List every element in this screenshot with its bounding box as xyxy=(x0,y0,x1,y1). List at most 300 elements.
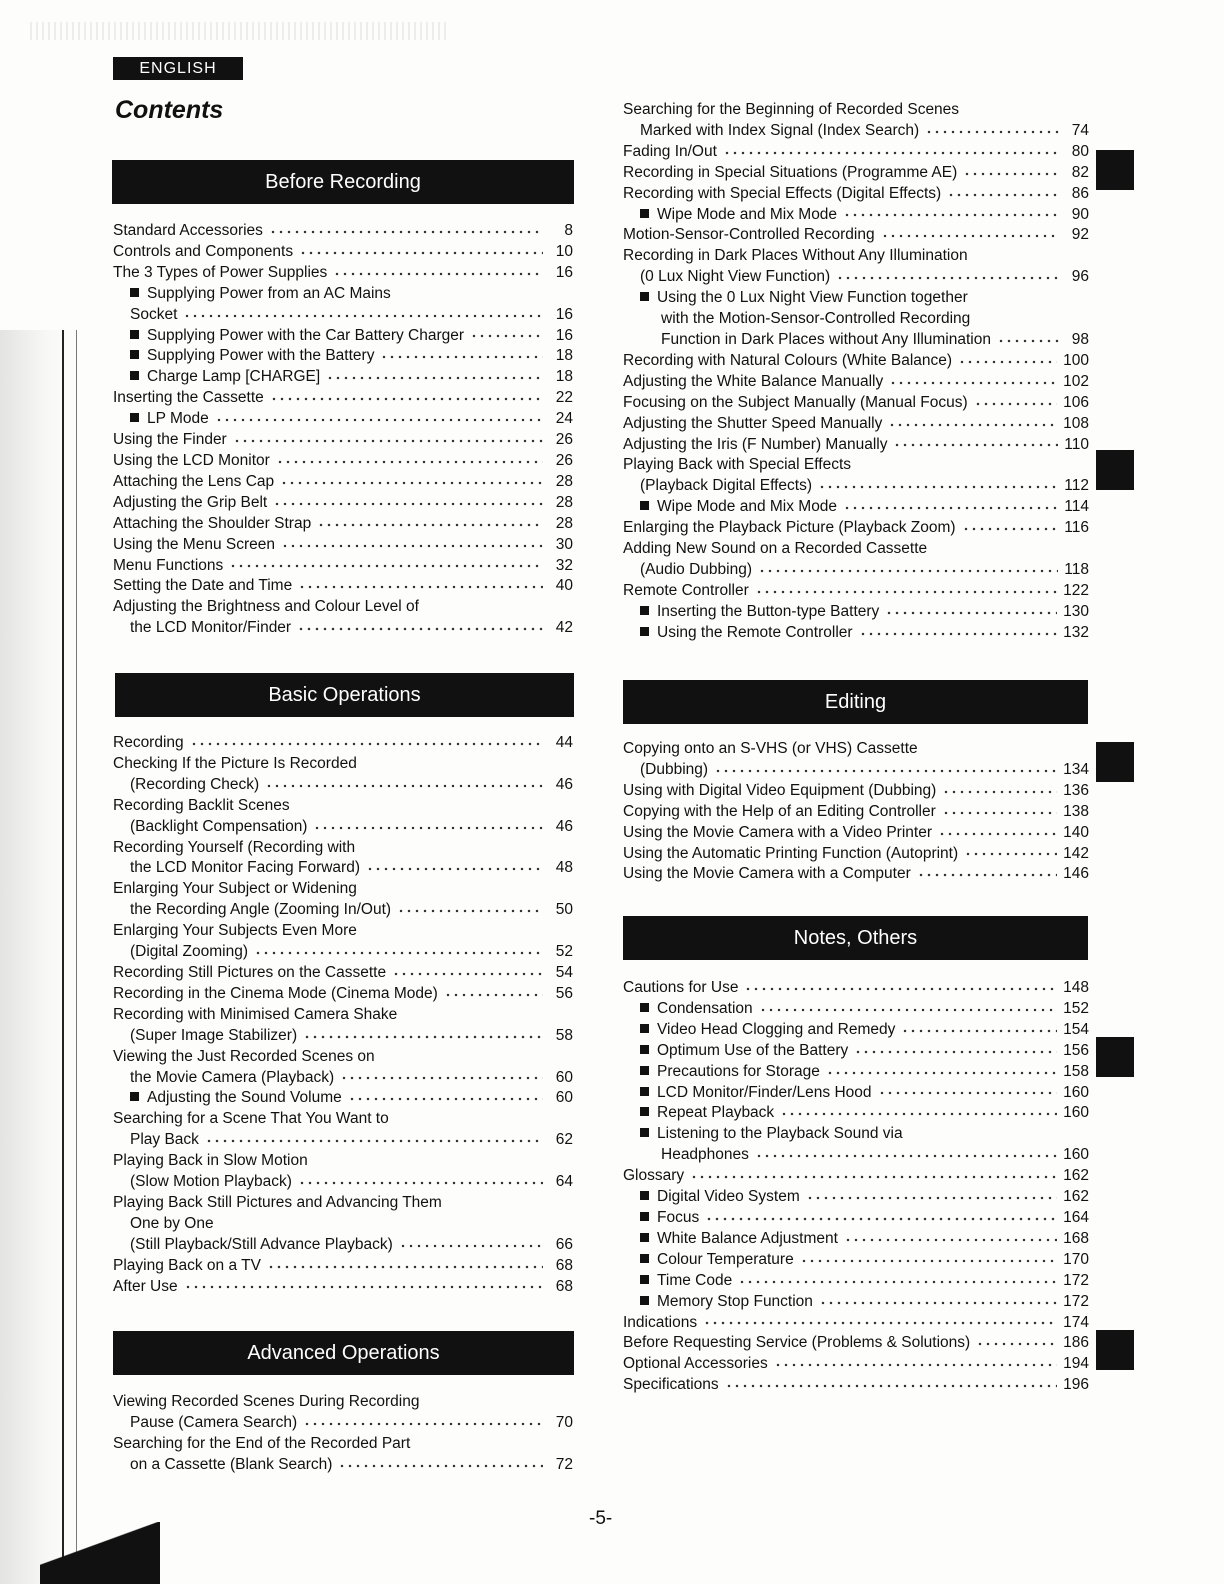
toc-page-number: 194 xyxy=(1063,1355,1089,1373)
toc-entry xyxy=(113,879,573,900)
dot-leader xyxy=(780,1108,1057,1120)
toc-page-number: 82 xyxy=(1071,163,1089,181)
toc-entry xyxy=(113,796,573,817)
toc-page-number: 106 xyxy=(1063,393,1089,411)
dot-leader xyxy=(317,519,543,531)
toc-page-number: 142 xyxy=(1063,844,1089,862)
toc-entry-text: Checking If the Picture Is Recorded xyxy=(113,754,357,772)
toc-entry xyxy=(113,733,573,754)
toc-entry xyxy=(623,1250,1089,1271)
toc-entry-text: Recording in Special Situations (Programme AE) xyxy=(623,163,958,181)
toc-entry xyxy=(623,267,1089,288)
toc-entry-text: Time Code xyxy=(657,1271,733,1289)
toc-entry xyxy=(623,100,1089,121)
toc-page-number: 42 xyxy=(555,619,573,637)
toc-entry xyxy=(113,1026,573,1047)
toc-entry-text: Playing Back in Slow Motion xyxy=(113,1152,308,1170)
toc-entry xyxy=(623,802,1089,823)
toc-entry xyxy=(623,163,1089,184)
toc-entry-text: Searching for the Beginning of Recorded Scenes xyxy=(623,101,960,118)
toc-entry xyxy=(623,1333,1089,1354)
toc-page-number: 64 xyxy=(555,1173,573,1191)
toc-entry-text: Adding New Sound on a Recorded Cassette xyxy=(623,540,928,558)
binding-corner xyxy=(40,1522,160,1584)
toc-entry xyxy=(623,739,1089,760)
toc-page-number: 28 xyxy=(555,472,573,490)
binding-edge-line xyxy=(62,330,64,1584)
thumb-tab xyxy=(1096,150,1134,190)
dot-leader xyxy=(303,1418,543,1430)
page-number: -5- xyxy=(589,1508,613,1529)
toc-entry xyxy=(623,1124,1089,1145)
toc-entry xyxy=(113,921,573,942)
dot-leader xyxy=(340,1072,543,1084)
toc-entry-text: Searching for the End of the Recorded Part xyxy=(113,1434,411,1452)
toc-entry xyxy=(623,121,1089,142)
section-header-advanced-operations: Advanced Operations xyxy=(113,1331,574,1375)
toc-entry xyxy=(623,1062,1089,1083)
toc-entry xyxy=(623,581,1089,602)
dot-leader xyxy=(878,1087,1058,1099)
dot-leader xyxy=(976,1338,1057,1350)
toc-entry-text: (Backlight Compensation) xyxy=(130,817,308,835)
dot-leader xyxy=(885,607,1057,619)
toc-entry-text: Enlarging the Playback Picture (Playback Zoom) xyxy=(623,519,956,537)
toc-page-number: 108 xyxy=(1063,414,1089,432)
dot-leader xyxy=(755,586,1057,598)
toc-page-number: 48 xyxy=(555,859,573,877)
toc-entry xyxy=(113,388,573,409)
dot-leader xyxy=(313,822,543,834)
dot-leader xyxy=(881,230,1059,242)
toc-page-number: 26 xyxy=(555,451,573,469)
toc-entry-text: Using the Finder xyxy=(113,431,227,449)
toc-entry-text: Supplying Power with the Car Battery Charger xyxy=(147,326,465,344)
toc-entry-text: (Super Image Stabilizer) xyxy=(130,1026,298,1044)
bullet-icon xyxy=(640,209,649,218)
toc-entry xyxy=(113,367,573,388)
toc-entry-text: Attaching the Shoulder Strap xyxy=(113,514,312,532)
toc-entry xyxy=(113,242,573,263)
toc-entry xyxy=(113,984,573,1005)
toc-page-number: 68 xyxy=(555,1277,573,1295)
toc-page-number: 46 xyxy=(555,775,573,793)
toc-list-advanced-continued xyxy=(623,100,1089,644)
toc-page-number: 160 xyxy=(1063,1104,1089,1122)
toc-entry-text: (Slow Motion Playback) xyxy=(130,1173,292,1191)
toc-page-number: 18 xyxy=(555,368,573,386)
toc-page-number: 170 xyxy=(1063,1250,1089,1268)
bullet-icon xyxy=(130,371,139,380)
toc-page-number: 80 xyxy=(1071,142,1089,160)
toc-entry-text: Playing Back on a TV xyxy=(113,1256,261,1274)
toc-entry-text: LP Mode xyxy=(147,410,209,428)
bullet-icon xyxy=(640,1087,649,1096)
dot-leader xyxy=(755,1150,1057,1162)
dot-leader xyxy=(901,1025,1057,1037)
bullet-icon xyxy=(640,1003,649,1012)
toc-entry xyxy=(113,1434,573,1455)
toc-page-number: 152 xyxy=(1063,999,1089,1017)
dot-leader xyxy=(826,1067,1057,1079)
toc-entry-text: Recording with Minimised Camera Shake xyxy=(113,1005,398,1023)
toc-page-number: 136 xyxy=(1063,781,1089,799)
toc-page-number: 168 xyxy=(1063,1229,1089,1247)
language-tag: ENGLISH xyxy=(113,57,243,80)
toc-entry xyxy=(623,184,1089,205)
toc-entry xyxy=(623,602,1089,623)
toc-entry-text: Wipe Mode and Mix Mode xyxy=(657,205,838,223)
binding-edge-line xyxy=(76,330,77,1584)
toc-page-number: 8 xyxy=(564,222,573,239)
toc-page-number: 174 xyxy=(1063,1313,1089,1331)
toc-entry-text: Adjusting the Shutter Speed Manually xyxy=(623,414,883,432)
toc-entry xyxy=(623,372,1089,393)
toc-entry-text: Specifications xyxy=(623,1376,719,1394)
dot-leader xyxy=(470,330,543,342)
toc-entry xyxy=(623,844,1089,865)
toc-entry xyxy=(623,1271,1089,1292)
thumb-tab xyxy=(1096,450,1134,490)
toc-page-number: 10 xyxy=(555,242,573,260)
dot-leader xyxy=(938,828,1057,840)
toc-entry-text: Recording xyxy=(113,734,184,751)
dot-leader xyxy=(380,351,543,363)
toc-page-number: 114 xyxy=(1064,498,1089,516)
toc-page-number: 118 xyxy=(1064,560,1089,578)
toc-entry xyxy=(113,576,573,597)
dot-leader xyxy=(800,1255,1057,1267)
dot-leader xyxy=(183,310,543,322)
toc-page-number: 122 xyxy=(1063,581,1089,599)
toc-page-number: 162 xyxy=(1063,1167,1089,1185)
toc-entry xyxy=(623,560,1089,581)
bullet-icon xyxy=(640,1128,649,1137)
dot-leader xyxy=(303,1031,543,1043)
toc-entry xyxy=(623,623,1089,644)
toc-entry xyxy=(113,326,573,347)
toc-page-number: 146 xyxy=(1063,865,1089,883)
toc-entry-text: Repeat Playback xyxy=(657,1104,775,1122)
toc-entry-text: Setting the Date and Time xyxy=(113,577,293,595)
dot-leader xyxy=(205,1135,543,1147)
toc-page-number: 40 xyxy=(555,577,573,595)
toc-entry-text: the LCD Monitor/Finder xyxy=(130,619,292,637)
toc-page-number: 28 xyxy=(555,514,573,532)
bullet-icon xyxy=(640,1233,649,1242)
dot-leader xyxy=(947,189,1059,201)
toc-entry xyxy=(623,455,1089,476)
toc-entry-text: (Dubbing) xyxy=(640,760,709,778)
toc-entry xyxy=(113,346,573,367)
toc-entry-text: Optional Accessories xyxy=(623,1355,768,1373)
dot-leader xyxy=(844,1234,1057,1246)
toc-entry-text: (Digital Zooming) xyxy=(130,943,249,961)
bullet-icon xyxy=(640,627,649,636)
toc-page-number: 110 xyxy=(1064,435,1089,453)
dot-leader xyxy=(298,1177,543,1189)
toc-page-number: 92 xyxy=(1071,226,1089,244)
toc-page-number: 24 xyxy=(555,410,573,428)
toc-entry-text: Viewing the Just Recorded Scenes on xyxy=(113,1047,375,1065)
toc-entry-text: Digital Video System xyxy=(657,1188,800,1206)
bullet-icon xyxy=(640,1045,649,1054)
dot-leader xyxy=(333,268,543,280)
toc-entry xyxy=(623,205,1089,226)
toc-entry-text: Marked with Index Signal (Index Search) xyxy=(640,121,920,139)
toc-page-number: 62 xyxy=(555,1131,573,1149)
dot-leader xyxy=(265,780,543,792)
toc-page-number: 156 xyxy=(1063,1041,1089,1059)
toc-entry xyxy=(113,1005,573,1026)
toc-entry xyxy=(623,393,1089,414)
toc-entry-text: Wipe Mode and Mix Mode xyxy=(657,498,838,516)
toc-entry xyxy=(113,1392,573,1413)
toc-page-number: 46 xyxy=(555,817,573,835)
toc-entry xyxy=(623,1041,1089,1062)
toc-entry xyxy=(113,597,573,618)
toc-page-number: 74 xyxy=(1071,121,1089,139)
toc-entry xyxy=(113,1109,573,1130)
toc-page-number: 22 xyxy=(555,389,573,407)
toc-page-number: 160 xyxy=(1063,1146,1089,1164)
toc-entry xyxy=(113,1214,573,1235)
dot-leader xyxy=(925,126,1059,138)
toc-entry-text: the Recording Angle (Zooming In/Out) xyxy=(130,901,392,919)
toc-page-number: 58 xyxy=(555,1026,573,1044)
toc-entry xyxy=(113,618,573,639)
toc-page-number: 96 xyxy=(1071,268,1089,286)
dot-leader xyxy=(270,393,543,405)
toc-entry-text: (Still Playback/Still Advance Playback) xyxy=(130,1235,393,1253)
toc-entry xyxy=(623,225,1089,246)
toc-entry-text: Viewing Recorded Scenes During Recording xyxy=(113,1393,420,1410)
toc-page-number: 50 xyxy=(555,901,573,919)
toc-entry-text: the LCD Monitor Facing Forward) xyxy=(130,859,360,877)
toc-entry xyxy=(623,497,1089,518)
toc-page-number: 30 xyxy=(555,535,573,553)
toc-entry xyxy=(623,414,1089,435)
toc-page-number: 44 xyxy=(555,734,573,751)
thumb-tab xyxy=(1096,1037,1134,1077)
toc-entry-text: Adjusting the White Balance Manually xyxy=(623,372,884,390)
toc-entry-text: Charge Lamp [CHARGE] xyxy=(147,368,321,386)
toc-page-number: 32 xyxy=(555,556,573,574)
dot-leader xyxy=(774,1359,1057,1371)
toc-list-before-recording xyxy=(113,221,573,639)
dot-leader xyxy=(854,1046,1057,1058)
toc-entry xyxy=(623,476,1089,497)
toc-entry-text: Fading In/Out xyxy=(623,142,717,160)
dot-leader xyxy=(744,983,1057,995)
toc-page-number: 16 xyxy=(555,326,573,344)
dot-leader xyxy=(964,848,1057,860)
toc-entry-text: Supplying Power with the Battery xyxy=(147,347,375,365)
dot-leader xyxy=(963,168,1059,180)
toc-entry xyxy=(623,539,1089,560)
toc-page-number: 26 xyxy=(555,431,573,449)
toc-page-number: 164 xyxy=(1063,1208,1089,1226)
dot-leader xyxy=(397,905,543,917)
section-header-notes-others: Notes, Others xyxy=(623,916,1088,960)
toc-page-number: 140 xyxy=(1063,823,1089,841)
toc-page-number: 134 xyxy=(1063,760,1089,778)
dot-leader xyxy=(273,498,543,510)
toc-page-number: 130 xyxy=(1063,602,1089,620)
toc-entry-text: Using the 0 Lux Night View Function together xyxy=(657,289,968,307)
thumb-tab xyxy=(1096,1330,1134,1370)
toc-entry xyxy=(113,221,573,242)
toc-entry xyxy=(113,963,573,984)
bullet-icon xyxy=(130,350,139,359)
bullet-icon xyxy=(130,330,139,339)
toc-page-number: 116 xyxy=(1064,519,1089,537)
toc-page-number: 68 xyxy=(555,1256,573,1274)
toc-entry-text: Using the Movie Camera with a Computer xyxy=(623,865,911,883)
toc-entry xyxy=(113,1413,573,1434)
toc-page-number: 162 xyxy=(1063,1188,1089,1206)
toc-entry xyxy=(113,1455,573,1476)
toc-entry xyxy=(623,518,1089,539)
dot-leader xyxy=(843,209,1059,221)
dot-leader xyxy=(233,435,543,447)
toc-entry xyxy=(623,760,1089,781)
toc-page-number: 148 xyxy=(1063,979,1089,996)
dot-leader xyxy=(942,807,1057,819)
bullet-icon xyxy=(130,1092,139,1101)
bullet-icon xyxy=(640,1212,649,1221)
toc-entry xyxy=(623,1229,1089,1250)
binding-shadow xyxy=(0,330,80,1584)
dot-leader xyxy=(962,523,1059,535)
dot-leader xyxy=(298,581,543,593)
toc-entry xyxy=(113,263,573,284)
toc-entry-text: Cautions for Use xyxy=(623,979,739,996)
toc-entry-text: Playing Back Still Pictures and Advancing Them xyxy=(113,1193,442,1211)
toc-entry-text: White Balance Adjustment xyxy=(657,1229,838,1247)
toc-entry xyxy=(113,942,573,963)
toc-page-number: 18 xyxy=(555,347,573,365)
toc-entry xyxy=(623,330,1089,351)
toc-page-number: 132 xyxy=(1063,623,1089,641)
toc-entry xyxy=(113,1235,573,1256)
bullet-icon xyxy=(640,606,649,615)
toc-entry xyxy=(623,1313,1089,1334)
toc-entry-text: Using the LCD Monitor xyxy=(113,451,270,469)
toc-entry-text: Playing Back with Special Effects xyxy=(623,456,852,474)
toc-entry-text: Function in Dark Places without Any Illumination xyxy=(661,330,991,348)
toc-page-number: 172 xyxy=(1063,1292,1089,1310)
toc-entry xyxy=(113,900,573,921)
toc-page-number: 54 xyxy=(555,963,573,981)
toc-entry xyxy=(623,142,1089,163)
toc-entry xyxy=(113,775,573,796)
toc-entry xyxy=(623,1354,1089,1375)
toc-entry-text: (0 Lux Night View Function) xyxy=(640,268,831,286)
toc-entry-text: Socket xyxy=(130,305,178,323)
dot-leader xyxy=(725,1380,1057,1392)
toc-entry xyxy=(623,978,1089,999)
toc-entry-text: Recording Backlit Scenes xyxy=(113,796,290,814)
toc-entry-text: Adjusting the Grip Belt xyxy=(113,493,268,511)
toc-entry xyxy=(113,754,573,775)
bullet-icon xyxy=(640,292,649,301)
toc-entry-text: Precautions for Storage xyxy=(657,1062,820,1080)
toc-entry-text: Headphones xyxy=(661,1146,749,1164)
toc-entry xyxy=(623,781,1089,802)
toc-list-basic-operations xyxy=(113,733,573,1297)
dot-leader xyxy=(758,565,1058,577)
dot-leader xyxy=(723,147,1059,159)
dot-leader xyxy=(942,786,1057,798)
toc-entry-text: Using the Movie Camera with a Video Printer xyxy=(623,823,932,841)
toc-entry-text: Recording Still Pictures on the Cassette xyxy=(113,963,387,981)
toc-entry-text: Inserting the Cassette xyxy=(113,389,264,407)
toc-entry-text: Motion-Sensor-Controlled Recording xyxy=(623,226,875,244)
toc-page-number: 186 xyxy=(1063,1334,1089,1352)
bullet-icon xyxy=(640,1254,649,1263)
toc-entry-text: Recording with Natural Colours (White Balance) xyxy=(623,351,953,369)
toc-entry-text: Pause (Camera Search) xyxy=(130,1413,298,1431)
toc-entry-text: After Use xyxy=(113,1277,178,1295)
toc-entry xyxy=(623,1187,1089,1208)
toc-entry-text: The 3 Types of Power Supplies xyxy=(113,263,328,281)
toc-entry xyxy=(113,1193,573,1214)
dot-leader xyxy=(836,272,1059,284)
toc-entry-text: Memory Stop Function xyxy=(657,1292,813,1310)
toc-entry xyxy=(623,435,1089,456)
toc-page-number: 16 xyxy=(555,305,573,323)
toc-list-advanced-operations xyxy=(113,1392,573,1476)
toc-list-notes-others xyxy=(623,978,1089,1396)
toc-entry xyxy=(113,514,573,535)
dot-leader xyxy=(269,226,543,238)
toc-entry-text: Using the Automatic Printing Function (Autoprint) xyxy=(623,844,959,862)
dot-leader xyxy=(299,247,543,259)
toc-entry-text: Focus xyxy=(657,1208,700,1226)
dot-leader xyxy=(215,414,543,426)
toc-entry xyxy=(113,472,573,493)
toc-entry xyxy=(113,1130,573,1151)
dot-leader xyxy=(254,947,543,959)
toc-entry-text: Menu Functions xyxy=(113,556,224,574)
dot-leader xyxy=(889,377,1057,389)
toc-entry xyxy=(113,1068,573,1089)
toc-entry xyxy=(113,409,573,430)
toc-entry xyxy=(113,838,573,859)
toc-entry xyxy=(113,305,573,326)
section-header-basic-operations: Basic Operations xyxy=(115,673,574,717)
dot-leader xyxy=(399,1240,543,1252)
dot-leader xyxy=(229,560,543,572)
toc-entry-text: Play Back xyxy=(130,1131,199,1149)
toc-list-editing xyxy=(623,739,1089,885)
toc-page-number: 158 xyxy=(1063,1062,1089,1080)
dot-leader xyxy=(958,356,1057,368)
toc-entry xyxy=(113,817,573,838)
toc-entry xyxy=(623,1208,1089,1229)
bullet-icon xyxy=(130,288,139,297)
toc-entry xyxy=(113,1172,573,1193)
toc-page-number: 100 xyxy=(1063,351,1089,369)
dot-leader xyxy=(893,439,1058,451)
toc-entry-text: Remote Controller xyxy=(623,581,749,599)
toc-entry-text: Using the Menu Screen xyxy=(113,535,275,553)
toc-entry-text: (Recording Check) xyxy=(130,775,260,793)
dot-leader xyxy=(276,456,543,468)
bullet-icon xyxy=(640,501,649,510)
dot-leader xyxy=(917,869,1057,881)
